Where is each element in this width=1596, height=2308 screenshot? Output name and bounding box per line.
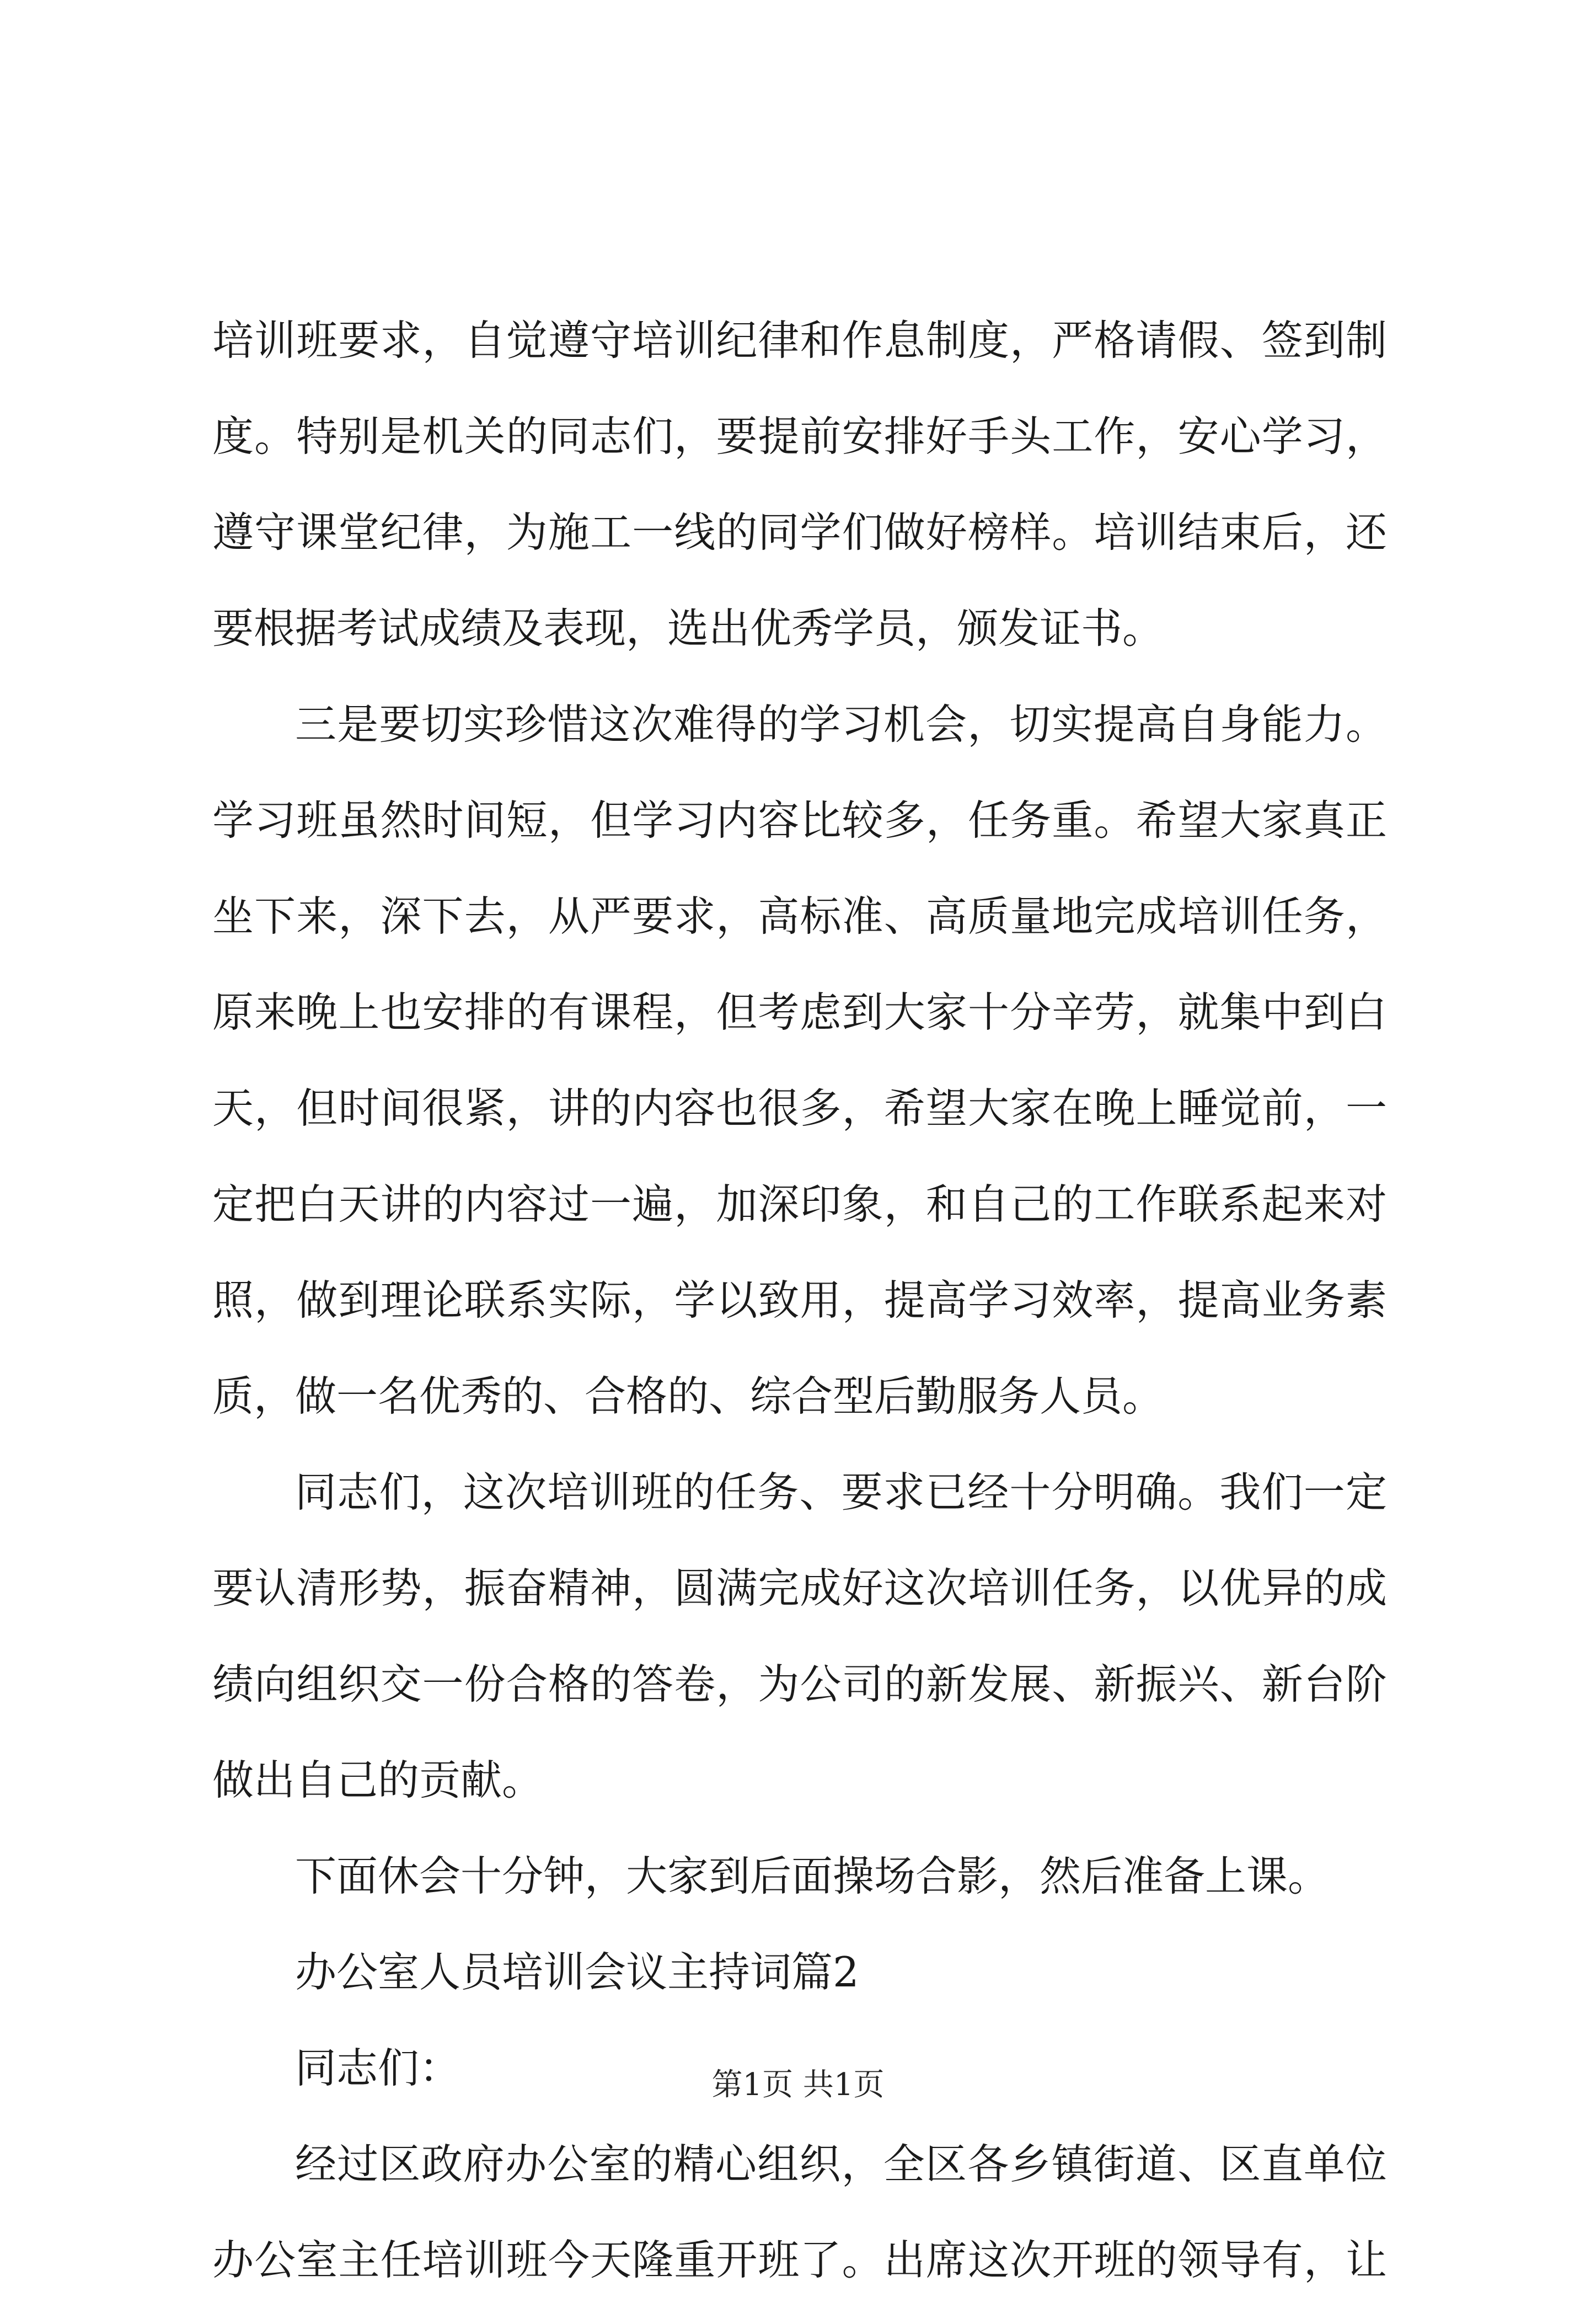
text-line: 下面休会十分钟，大家到后面操场合影，然后准备上课。	[295, 1852, 1330, 1900]
text-line: 原来晚上也安排的有课程，但考虑到大家十分辛劳，就集中到白	[212, 988, 1387, 1037]
text-line: 坐下来，深下去，从严要求，高标准、高质量地完成培训任务，	[212, 892, 1387, 941]
text-line: 办公室人员培训会议主持词篇2	[295, 1948, 859, 1996]
text-line: 天，但时间很紧，讲的内容也很多，希望大家在晚上睡觉前，一	[212, 1084, 1387, 1132]
document-body	[212, 292, 1387, 2308]
text-line: 办公室主任培训班今天隆重开班了。出席这次开班的领导有，让	[212, 2236, 1387, 2284]
text-line: 要认清形势，振奋精神，圆满完成好这次培训任务，以优异的成	[212, 1564, 1387, 1612]
text-line: 定把白天讲的内容过一遍，加深印象，和自己的工作联系起来对	[212, 1180, 1387, 1228]
text-line: 学习班虽然时间短，但学习内容比较多，任务重。希望大家真正	[212, 796, 1387, 845]
text-line: 三是要切实珍惜这次难得的学习机会，切实提高自身能力。	[295, 700, 1387, 749]
text-line: 质，做一名优秀的、合格的、综合型后勤服务人员。	[212, 1372, 1164, 1420]
text-line: 照，做到理论联系实际，学以致用，提高学习效率，提高业务素	[212, 1276, 1387, 1324]
text-line: 遵守课堂纪律，为施工一线的同学们做好榜样。培训结束后，还	[212, 508, 1387, 557]
text-line: 绩向组织交一份合格的答卷，为公司的新发展、新振兴、新台阶	[212, 1660, 1387, 1708]
text-line: 同志们，这次培训班的任务、要求已经十分明确。我们一定	[295, 1468, 1387, 1516]
text-line: 要根据考试成绩及表现，选出优秀学员，颁发证书。	[212, 604, 1164, 653]
text-line: 做出自己的贡献。	[212, 1756, 544, 1804]
text-line: 经过区政府办公室的精心组织，全区各乡镇街道、区直单位	[295, 2140, 1387, 2188]
text-line: 同志们：	[295, 2044, 461, 2092]
text-line: 度。特别是机关的同志们，要提前安排好手头工作，安心学习，	[212, 412, 1387, 461]
text-line: 培训班要求，自觉遵守培训纪律和作息制度，严格请假、签到制	[212, 316, 1387, 365]
page-footer: 第1页 共1页	[711, 2067, 885, 2103]
